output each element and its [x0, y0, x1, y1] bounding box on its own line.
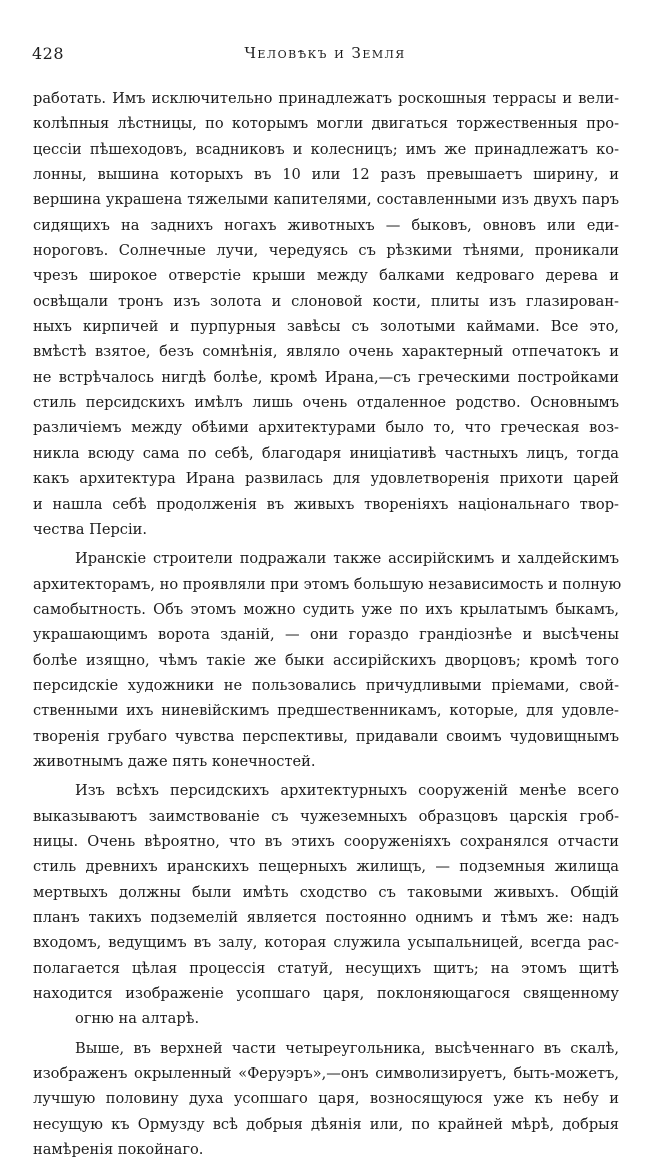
text-line: стиль персидскихъ имѣлъ лишь очень отдаленное родство. Основнымъ — [33, 394, 619, 412]
text-line: находится изображеніе усопшаго царя, поклоняющагося священному — [33, 985, 619, 1003]
text-line: архитекторамъ, но проявляли при этомъ большую независимость и полную — [33, 575, 622, 593]
text-line: лучшую половину духа усопшаго царя, возносящуюся уже къ небу и — [33, 1090, 619, 1108]
text-line: планъ такихъ подземелій является постоянно однимъ и тѣмъ же: надъ — [33, 909, 619, 926]
running-title: Человѣкъ и Земля — [244, 44, 406, 62]
text-line: ственными ихъ ниневійскимъ предшественникамъ, которые, для удовле- — [33, 702, 619, 720]
text-line: выказываютъ заимствованіе съ чужеземныхъ образцовъ царскія гроб- — [33, 807, 619, 825]
paragraph-1 — [33, 86, 619, 542]
text-line: огню на алтарѣ. — [75, 1010, 200, 1028]
text-line: стиль древнихъ иранскихъ пещерныхъ жилищъ, — подземныя жилища — [33, 858, 619, 876]
text-line: ницы. Очень вѣроятно, что въ этихъ сооруженіяхъ сохранялся отчасти — [33, 832, 619, 850]
text-line: мертвыхъ должны были имѣть сходство съ таковыми живыхъ. Общій — [33, 883, 619, 901]
text-line: вершина украшена тяжелыми капителями, составленными изъ двухъ паръ — [33, 191, 619, 209]
paragraph-4 — [33, 1036, 619, 1162]
text-line: изображенъ окрыленный «Феруэръ»,—онъ символизируетъ, быть-можетъ, — [33, 1065, 619, 1083]
text-line: какъ архитектура Ирана развилась для удовлетворенія прихоти царей — [33, 470, 619, 488]
text-line: нороговъ. Солнечные лучи, чередуясь съ рѣзкими тѣнями, проникали — [33, 242, 619, 260]
text-line: несущую къ Ормузду всѣ добрыя дѣянія или, по крайней мѣрѣ, добрыя — [33, 1115, 619, 1133]
text-line: ныхъ кирпичей и пурпурныя завѣсы съ золотыми каймами. Все это, — [33, 318, 619, 336]
text-line: входомъ, ведущимъ въ залу, которая служила усыпальницей, всегда рас- — [33, 934, 619, 952]
text-line: колѣпныя лѣстницы, по которымъ могли двигаться торжественныя про- — [33, 115, 619, 133]
paragraph-2 — [33, 546, 622, 774]
text-line: болѣе изящно, чѣмъ такіе же быки ассирійскихъ дворцовъ; кромѣ того — [33, 651, 619, 669]
text-line: творенія грубаго чувства перспективы, придавали своимъ чудовищнымъ — [33, 727, 619, 745]
text-line: сидящихъ на заднихъ ногахъ животныхъ — быковъ, овновъ или еди- — [33, 216, 619, 234]
text-line: Выше, въ верхней части четыреугольника, высѣченнаго въ скалѣ, — [75, 1039, 619, 1057]
text-line: не встрѣчалось нигдѣ болѣе, кромѣ Ирана,—съ греческими постройками — [33, 368, 619, 386]
running-head — [32, 44, 618, 68]
text-line: никла всюду сама по себѣ, благодаря иниціативѣ частныхъ лицъ, тогда — [33, 444, 619, 462]
text-line: персидскіе художники не пользовались причудливыми пріемами, свой- — [33, 676, 619, 694]
text-line: полагается цѣлая процессія статуй, несущихъ щитъ; на этомъ щитѣ — [33, 959, 619, 977]
text-line: и нашла себѣ продолженія въ живыхъ твореніяхъ національнаго твор- — [33, 495, 619, 513]
paragraph-3 — [33, 778, 619, 1031]
text-line: освѣщали тронъ изъ золота и слоновой кости, плиты изъ глазирован- — [33, 292, 619, 310]
text-line: чрезъ широкое отверстіе крыши между балками кедроваго дерева и — [33, 267, 619, 285]
text-line: намѣренія покойнаго. — [33, 1141, 204, 1159]
text-line: Изъ всѣхъ персидскихъ архитектурныхъ сооруженій менѣе всего — [75, 782, 619, 800]
text-line: самобытность. Объ этомъ можно судить уже по ихъ крылатымъ быкамъ, — [33, 600, 619, 618]
text-line: цессіи пѣшеходовъ, всадниковъ и колесницъ; имъ же принадлежатъ ко- — [33, 140, 619, 158]
page-number: 428 — [32, 44, 65, 63]
text-line: лонны, вышина которыхъ въ 10 или 12 разъ превышаетъ ширину, и — [33, 166, 619, 184]
text-line: работать. Имъ исключительно принадлежатъ роскошныя террасы и вели- — [33, 90, 619, 107]
text-line: различіемъ между обѣими архитектурами было то, что греческая воз- — [33, 419, 619, 437]
text-line: Иранскіе строители подражали также ассирійскимъ и халдейскимъ — [75, 550, 619, 568]
text-line: вмѣстѣ взятое, безъ сомнѣнія, являло очень характерный отпечатокъ и — [33, 343, 619, 361]
text-line: чества Персіи. — [33, 520, 147, 538]
text-line: украшающимъ ворота зданій, — они гораздо грандіознѣе и высѣчены — [33, 626, 619, 644]
text-line: животнымъ даже пять конечностей. — [33, 752, 316, 770]
body-text — [33, 86, 622, 1162]
